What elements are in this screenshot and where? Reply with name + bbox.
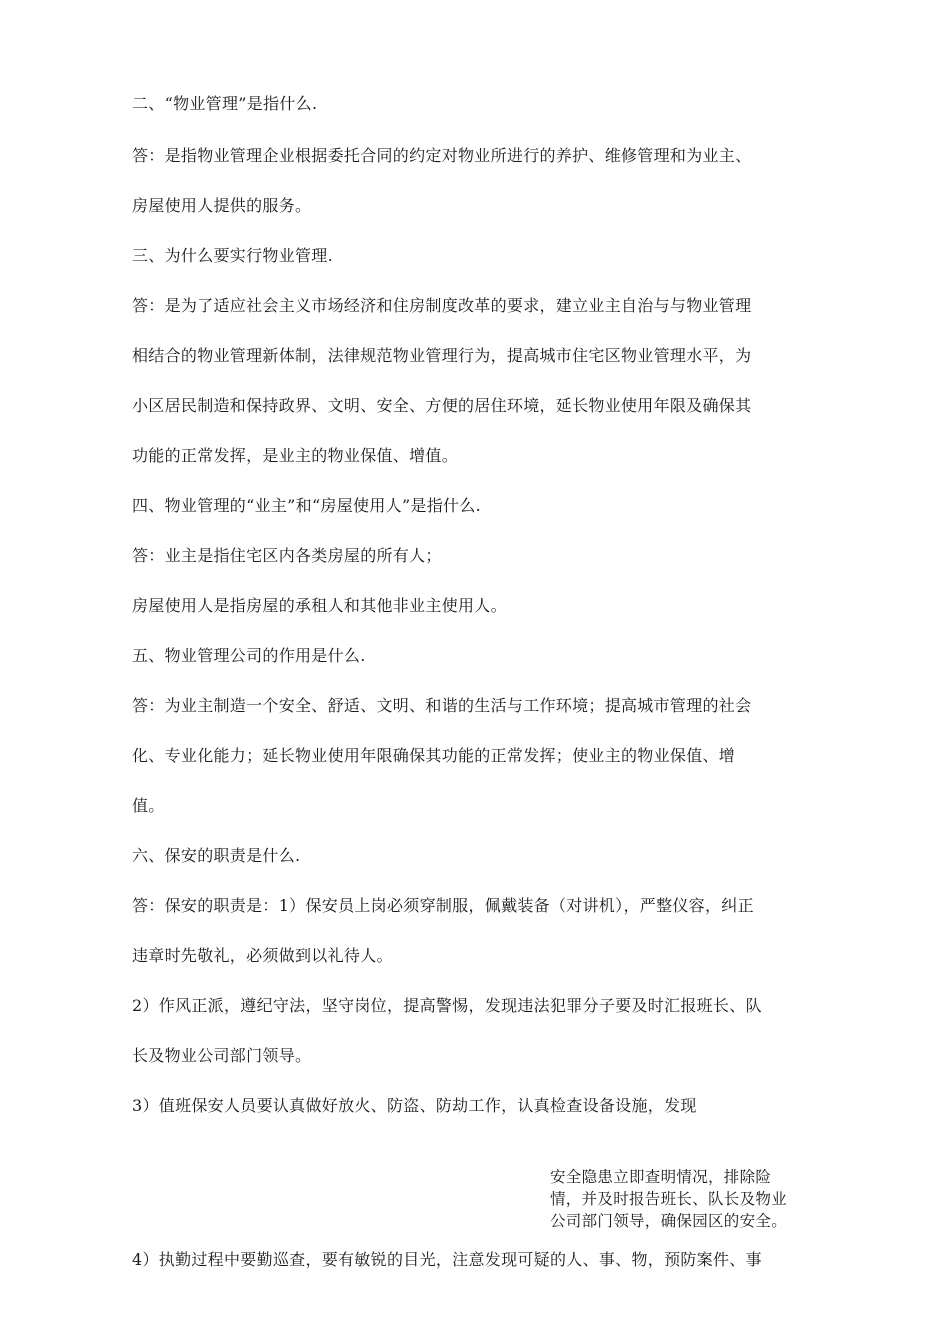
- answer-3-line-4: 功能的正常发挥，是业主的物业保值、增值。: [132, 446, 459, 465]
- side-note-line-1: 安全隐患立即查明情况，排除险: [550, 1168, 772, 1186]
- heading-5: 五、物业管理公司的作用是什么.: [132, 646, 366, 665]
- heading-6: 六、保安的职责是什么.: [132, 846, 301, 865]
- heading-3: 三、为什么要实行物业管理.: [132, 246, 333, 265]
- answer-6-item-2-line-1: 2）作风正派，遵纪守法，坚守岗位，提高警惕，发现违法犯罪分子要及时汇报班长、队: [132, 996, 762, 1015]
- answer-6-item-3-line-1: 3）值班保安人员要认真做好放火、防盗、防劫工作，认真检查设备设施，发现: [132, 1096, 697, 1115]
- answer-6-line-1: 答：保安的职责是：1）保安员上岗必须穿制服，佩戴装备（对讲机），严整仪容，纠正: [132, 896, 754, 915]
- answer-6-line-2: 违章时先敬礼，必须做到以礼待人。: [132, 946, 393, 965]
- heading-4: 四、物业管理的“业主”和“房屋使用人”是指什么.: [132, 496, 482, 515]
- answer-5-line-1: 答：为业主制造一个安全、舒适、文明、和谐的生活与工作环境；提高城市管理的社会: [132, 696, 752, 715]
- side-note-line-3: 公司部门领导，确保园区的安全。: [550, 1212, 788, 1230]
- answer-3-line-3: 小区居民制造和保持政界、文明、安全、方便的居住环境，延长物业使用年限及确保其: [132, 396, 752, 415]
- answer-2-line-1: 答：是指物业管理企业根据委托合同的约定对物业所进行的养护、维修管理和为业主、: [132, 146, 752, 165]
- side-note-line-2: 情，并及时报告班长、队长及物业: [550, 1190, 788, 1208]
- answer-3-line-2: 相结合的物业管理新体制，法律规范物业管理行为，提高城市住宅区物业管理水平，为: [132, 346, 752, 365]
- answer-5-line-2: 化、专业化能力；延长物业使用年限确保其功能的正常发挥；使业主的物业保值、增: [132, 746, 736, 765]
- answer-5-line-3: 值。: [132, 796, 165, 815]
- answer-4-line-2: 房屋使用人是指房屋的承租人和其他非业主使用人。: [132, 596, 507, 615]
- answer-2-line-2: 房屋使用人提供的服务。: [132, 196, 312, 215]
- heading-2: 二、“物业管理”是指什么.: [132, 94, 318, 113]
- answer-6-item-2-line-2: 长及物业公司部门领导。: [132, 1046, 312, 1065]
- answer-3-line-1: 答：是为了适应社会主义市场经济和住房制度改革的要求，建立业主自治与与物业管理: [132, 296, 752, 315]
- answer-6-item-4-line-1: 4）执勤过程中要勤巡查，要有敏锐的目光，注意发现可疑的人、事、物，预防案件、事: [132, 1250, 762, 1269]
- answer-6-item-3-continuation: [550, 1166, 840, 1232]
- answer-4-line-1: 答：业主是指住宅区内各类房屋的所有人；: [132, 546, 442, 565]
